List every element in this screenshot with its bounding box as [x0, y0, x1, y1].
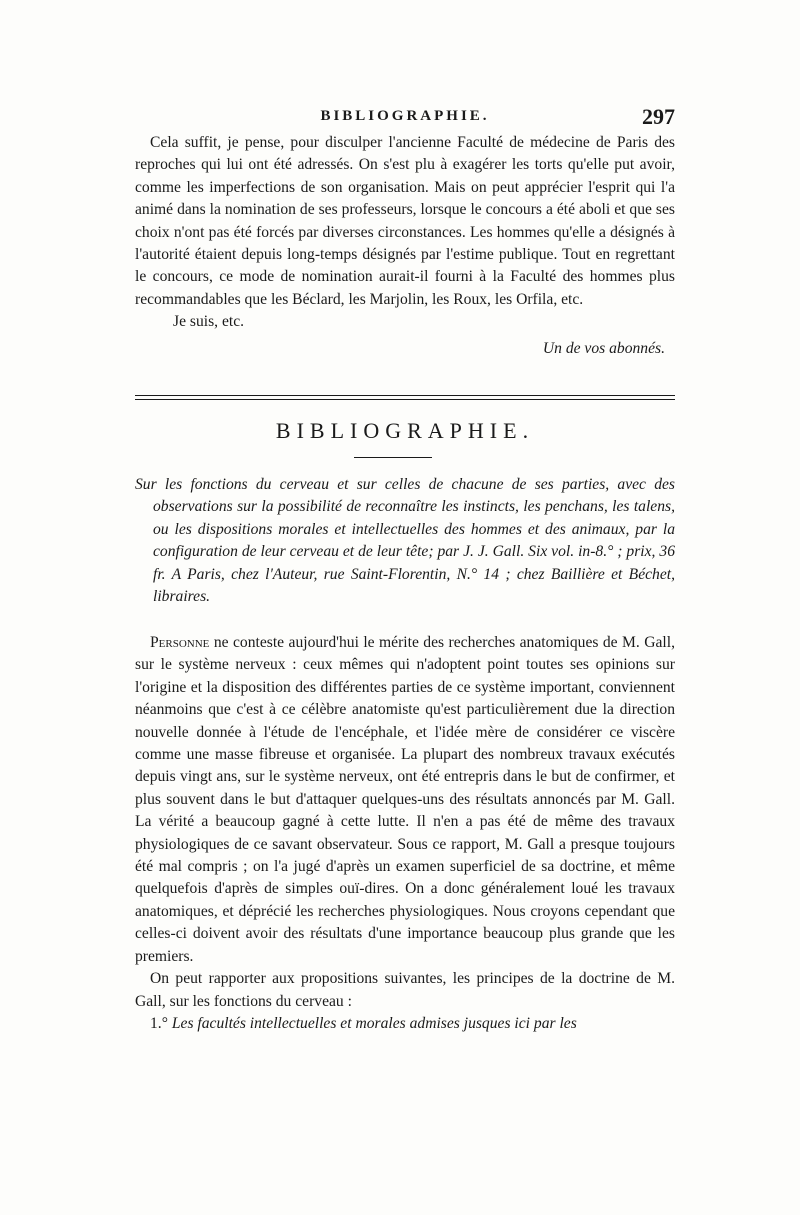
running-head [135, 104, 675, 134]
item-number: 1.° [150, 1014, 168, 1032]
section-title: BIBLIOGRAPHIE. [275, 418, 535, 443]
proposition-item-1 [135, 1013, 675, 1035]
letter-closing [135, 132, 675, 360]
letter-salutation: Je suis, etc. [173, 313, 245, 331]
page-number: 297 [642, 104, 675, 129]
review-paragraph-1 [135, 632, 675, 968]
divider-rule-top [135, 395, 675, 396]
review-body [135, 632, 675, 1035]
divider-rule-bottom [135, 399, 675, 400]
book-citation: Sur les fonctions du cerveau et sur celles de chacune de ses parties, avec des observations sur la possibilité de reconnaître les instincts, les penchans, les talens, ou les dispositions morales et intellectuelles des hommes et des animaux, par la configuration de leur cerveau et de leur tête; par J. J. Gall. Six vol. in-8.° ; prix, 36 fr. A Paris, chez l'Auteur, rue Saint-Florentin, N.° 14 ; chez Baillière et Béchet, libraires. [135, 476, 675, 606]
title-underline [354, 457, 432, 458]
item-text: Les facultés intellectuelles et morales admises jusques ici par les [171, 1014, 577, 1032]
section-divider [135, 395, 675, 405]
review-paragraph-2: On peut rapporter aux propositions suivantes, les principes de la doctrine de M. Gall, sur les fonctions du cerveau : [135, 970, 675, 1010]
paragraph-lead-word: Personne [150, 634, 210, 651]
running-title: BIBLIOGRAPHIE. [320, 108, 490, 124]
paragraph-1-text: ne conteste aujourd'hui le mérite des recherches anatomiques de M. Gall, sur le système nerveux : ceux mêmes qui n'adoptent point toutes ses opinions sur l'origine et la disposition des différentes parties de ce système important, conviennent néanmoins que c'est à ce célèbre anatomiste qu'est particulièrement due la direction nouvelle donnée à l'étude de l'encéphale, et l'idée mère de considérer ce viscère comme une masse fibreuse et organisée. La plupart des nombreux travaux exécutés depuis vingt ans, sur le système nerveux, ont été entrepris dans le but de confirmer, et plus souvent dans le but d'attaquer quelques-uns des résultats annoncés par M. Gall. La vérité a beaucoup gagné à cette lutte. Il n'en a pas été de même des travaux physiologiques de ce savant observateur. Sous ce rapport, M. Gall a presque toujours été mal compris ; on l'a jugé d'après un examen superficiel de sa doctrine, et même quelquefois d'après de simples ouï-dires. On a donc généralement loué les travaux anatomiques, et déprécié les recherches physiologiques. Nous croyons cependant que celles-ci doivent avoir des résultats d'une importance beaucoup plus grande que les premiers. [135, 634, 675, 965]
letter-paragraph: Cela suffit, je pense, pour disculper l'ancienne Faculté de médecine de Paris des reproches qui lui ont été adressés. On s'est plu à exagérer les torts qu'elle put avoir, comme les imperfections de son organisation. Mais on peut apprécier l'esprit qui l'a animé dans la nomination de ses professeurs, lorsque le concours a été aboli et que ses choix n'ont pas été forcés par diverses circonstances. Les hommes qu'elle a désignés à l'autorité étaient depuis long-temps désignés par l'estime publique. Tout en regrettant le concours, ce mode de nomination aurait-il fourni à la Faculté des hommes plus recommandables que les Béclard, les Marjolin, les Roux, les Orfila, etc. [135, 134, 675, 308]
letter-signature: Un de vos abonnés. [542, 339, 665, 357]
